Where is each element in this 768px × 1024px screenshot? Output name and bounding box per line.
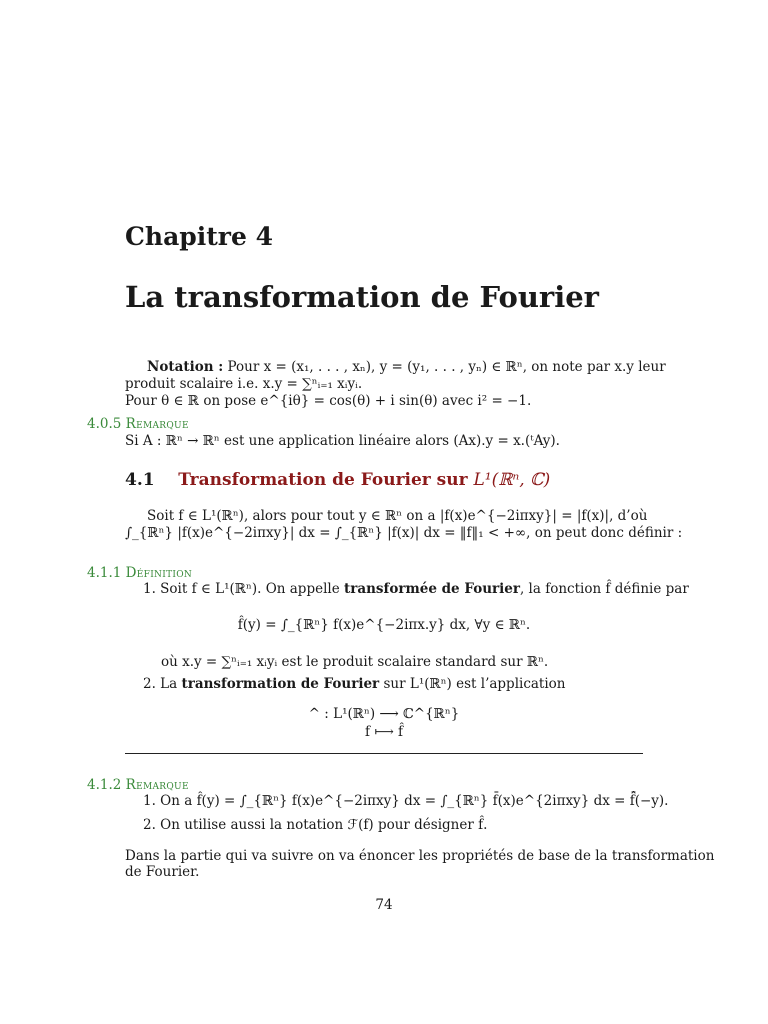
definition-item-2-prefix: 2. La (143, 676, 178, 692)
definition-item-1-bold: transformée de Fourier (344, 581, 520, 597)
notation-line-3: Pour θ ∈ ℝ on pose e^{iθ} = cos(θ) + i sin(θ) avec i² = −1. (125, 393, 532, 409)
definition-item-1 (143, 581, 689, 597)
notation-text-1: Pour x = (x₁, . . . , xₙ), y = (y₁, . . . , yₙ) ∈ ℝⁿ, on note par x.y leur (227, 359, 666, 375)
section-number: 4.1 (125, 470, 155, 490)
definition-item-2-suffix: sur L¹(ℝⁿ) est l’application (383, 676, 566, 692)
remark-412-number: 4.1.2 (87, 777, 122, 793)
definition-item-1-note: où x.y = ∑ⁿᵢ₌₁ xᵢyᵢ est le produit scalaire standard sur ℝⁿ. (161, 654, 549, 670)
definition-item-1-suffix: , la fonction f̂ définie par (519, 581, 689, 597)
notation-line-1 (147, 359, 666, 375)
definition-item-2-bold: transformation de Fourier (181, 676, 380, 692)
definition-411-heading (87, 565, 192, 581)
definition-item-1-prefix: 1. Soit f ∈ L¹(ℝⁿ). On appelle (143, 581, 340, 597)
intro-line-1: Soit f ∈ L¹(ℝⁿ), alors pour tout y ∈ ℝⁿ on a |f(x)e^{−2iπxy}| = |f(x)|, d’où (147, 508, 648, 524)
section-space: L¹(ℝⁿ, ℂ) (473, 470, 551, 490)
remark-405-number: 4.0.5 (87, 416, 122, 432)
notation-label: Notation : (147, 359, 224, 375)
remark-412-heading (87, 777, 189, 793)
remark-405-label: Remarque (125, 416, 189, 432)
section-title: Transformation de Fourier sur (178, 470, 468, 490)
section-heading (125, 470, 550, 490)
closing-line-2: de Fourier. (125, 864, 200, 880)
page-number: 74 (375, 897, 393, 913)
definition-end-rule (125, 753, 643, 754)
remark-405-text: Si A : ℝⁿ → ℝⁿ est une application linéaire alors (Ax).y = x.(ᵗAy). (125, 433, 560, 449)
chapter-title: La transformation de Fourier (125, 280, 599, 314)
map-row-1: ^ : L¹(ℝⁿ) ⟶ ℂ^{ℝⁿ} (308, 706, 460, 722)
closing-line-1: Dans la partie qui va suivre on va énoncer les propriétés de base de la transformation (125, 848, 715, 864)
definition-411-number: 4.1.1 (87, 565, 122, 581)
remark-412-item-1: 1. On a f̂(y) = ∫_{ℝⁿ} f(x)e^{−2iπxy} dx = ∫_{ℝⁿ} f̄(x)e^{2iπxy} dx = f̄̂(−y). (143, 793, 669, 809)
remark-412-label: Remarque (125, 777, 189, 793)
definition-411-label: Définition (125, 565, 193, 581)
remark-412-item-2: 2. On utilise aussi la notation ℱ(f) pour désigner f̂. (143, 817, 488, 833)
intro-line-2: ∫_{ℝⁿ} |f(x)e^{−2iπxy}| dx = ∫_{ℝⁿ} |f(x)| dx = ‖f‖₁ < +∞, on peut donc définir : (125, 525, 683, 541)
notation-line-2: produit scalaire i.e. x.y = ∑ⁿᵢ₌₁ xᵢyᵢ. (125, 376, 363, 392)
remark-405-heading (87, 416, 189, 432)
map-row-2: f ⟼ f̂ (365, 724, 403, 740)
definition-item-2 (143, 676, 566, 692)
fourier-formula: f̂(y) = ∫_{ℝⁿ} f(x)e^{−2iπx.y} dx, ∀y ∈ ℝⁿ. (237, 617, 531, 633)
chapter-label: Chapitre 4 (125, 222, 273, 251)
